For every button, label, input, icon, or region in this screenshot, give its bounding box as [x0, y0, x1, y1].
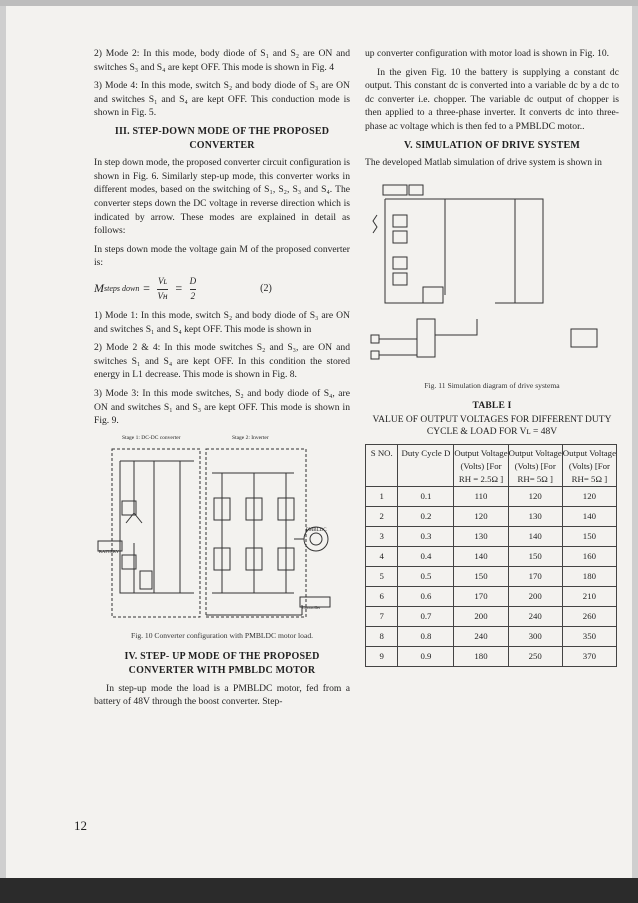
- stage2-label: Stage 2: Inverter: [232, 434, 269, 441]
- formula-equals: =: [174, 281, 183, 296]
- paragraph-step-down-intro: In step down mode, the proposed converter circuit configuration is shown in Fig. 6. Similarly step-up mode, this converter works in different modes, based on the switching of S₁, S₂, S₃ and S₄. The converter steps down the DC voltage in reverse direction which is indicated by arrow. These modes are explained in detail as follows:: [94, 157, 350, 237]
- output-voltage-table: [365, 444, 617, 667]
- table-header-row: [366, 444, 617, 486]
- battery-label: BATTERY: [99, 548, 120, 554]
- table-cell: 2: [366, 506, 398, 526]
- table-cell: 0.3: [398, 526, 454, 546]
- table-cell: 300: [508, 626, 562, 646]
- table-row: [366, 506, 617, 526]
- table-cell: 370: [562, 646, 616, 666]
- paragraph-mode4: 3) Mode 4: In this mode, switch S₂ and body diode of S₃ are ON and switches S₁ and S₄ are kept OFF. This conduction mode is shown in Fig. 5.: [94, 80, 350, 119]
- page-number: 12: [74, 818, 87, 833]
- right-column: [365, 47, 619, 667]
- controller-label: Controller: [302, 604, 321, 610]
- table-row: [366, 606, 617, 626]
- table-cell: 0.6: [398, 586, 454, 606]
- paragraph-step-up-intro: In step-up mode the load is a PMBLDC motor, fed from a battery of 48V through the boost converter. Step-: [94, 682, 350, 708]
- figure-11-simulation-diagram: [365, 175, 619, 375]
- table-cell: 140: [454, 546, 508, 566]
- figure-10-caption: Fig. 10 Converter configuration with PMBLDC motor load.: [130, 630, 314, 640]
- formula-equals: =: [142, 281, 151, 296]
- table-cell: 0.2: [398, 506, 454, 526]
- table-cell: 240: [508, 606, 562, 626]
- table-cell: 250: [508, 646, 562, 666]
- table-cell: 5: [366, 566, 398, 586]
- header-sno: S NO.: [366, 444, 398, 486]
- formula-lhs: M: [94, 281, 104, 296]
- table-cell: 260: [562, 606, 616, 626]
- fraction-denominator: 2: [190, 290, 196, 301]
- formula-subscript: steps down: [104, 284, 140, 294]
- table-cell: 200: [454, 606, 508, 626]
- table-cell: 170: [508, 566, 562, 586]
- table-cell: 0.7: [398, 606, 454, 626]
- table-cell: 6: [366, 586, 398, 606]
- header-output-rh-5b: Output Voltage (Volts) [For RH= 5Ω ]: [562, 444, 616, 486]
- table-cell: 4: [366, 546, 398, 566]
- table-row: [366, 626, 617, 646]
- motor-label: PMBLDC: [306, 527, 327, 533]
- paragraph-mode2-4: 2) Mode 2 & 4: In this mode switches S₂ and S₃, are ON and switches S₁ and S₄ are kept OFF. In this condition the stored energy in L1 decrease. This mode is shown in Fig. 8.: [94, 342, 350, 381]
- table-cell: 350: [562, 626, 616, 646]
- left-column: [94, 47, 350, 714]
- header-output-rh-5a: Output Voltage (Volts) [For RH= 5Ω ]: [508, 444, 562, 486]
- section-heading-step-up: IV. STEP- UP MODE OF THE PROPOSED CONVERTER WITH PMBLDC MOTOR: [124, 651, 320, 677]
- table-cell: 210: [562, 586, 616, 606]
- simulation-diagram-svg: [365, 175, 619, 375]
- table-cell: 120: [508, 486, 562, 506]
- table-cell: 8: [366, 626, 398, 646]
- table-cell: 200: [508, 586, 562, 606]
- table-body: [366, 486, 617, 666]
- table-cell: 120: [454, 506, 508, 526]
- table-row: [366, 646, 617, 666]
- table-cell: 1: [366, 486, 398, 506]
- paragraph-mode1: 1) Mode 1: In this mode, switch S₂ and body diode of S₃ are ON and switches S₁ and S₄ kept OFF. This mode is shown in: [94, 310, 350, 335]
- table-cell: 150: [508, 546, 562, 566]
- section-heading-simulation: V. SIMULATION OF DRIVE SYSTEM: [404, 139, 580, 151]
- equation-number: (2): [260, 283, 272, 295]
- table-cell: 0.8: [398, 626, 454, 646]
- paragraph-voltage-gain: In steps down mode the voltage gain M of the proposed converter is:: [94, 243, 350, 269]
- table-title: TABLE I: [472, 401, 512, 412]
- figure-11-caption: Fig. 11 Simulation diagram of drive systema: [424, 380, 560, 390]
- table-row: [366, 486, 617, 506]
- table-cell: 0.5: [398, 566, 454, 586]
- table-cell: 240: [454, 626, 508, 646]
- figure-10-converter-diagram: [94, 433, 350, 625]
- table-cell: 160: [562, 546, 616, 566]
- table-cell: 150: [454, 566, 508, 586]
- table-caption: VALUE OF OUTPUT VOLTAGES FOR DIFFERENT DUTY CYCLE & LOAD FOR Vʟ = 48V: [372, 414, 612, 437]
- paragraph-mode3: 3) Mode 3: In this mode switches, S₂ and body diode of S₄, are ON and switches S₁ and S₃ are kept OFF. This mode is shown in Fig. 9.: [94, 388, 350, 427]
- table-cell: 150: [562, 526, 616, 546]
- table-row: [366, 526, 617, 546]
- table-row: [366, 566, 617, 586]
- paragraph-mode2: 2) Mode 2: In this mode, body diode of S₁ and S₂ are ON and switches S₃ and S₄ are kept OFF. This mode is shown in Fig. 4: [94, 48, 350, 73]
- table-cell: 140: [508, 526, 562, 546]
- table-cell: 170: [454, 586, 508, 606]
- paragraph-battery-supply: In the given Fig. 10 the battery is supplying a constant dc output. This constant dc is converted into a variable dc by a dc to dc converter i.e. chopper. The variable dc output of chopper is then applied to a three-phase inverter. It converts dc into three-phase ac voltage which is then fed to a PMBLDC motor..: [365, 66, 619, 132]
- header-duty-cycle: Duty Cycle D: [398, 444, 454, 486]
- paragraph-step-up-fig10: up converter configuration with motor load is shown in Fig. 10.: [365, 48, 610, 59]
- fraction-d-2: [190, 275, 197, 303]
- fraction-numerator: Vʟ: [158, 275, 168, 286]
- table-cell: 130: [454, 526, 508, 546]
- equation-2: [94, 275, 350, 303]
- table-row: [366, 586, 617, 606]
- header-output-rh-2-5: Output Voltage (Volts) [For RH = 2.5Ω ]: [454, 444, 508, 486]
- table-row: [366, 546, 617, 566]
- table-cell: 120: [562, 486, 616, 506]
- fraction-denominator: Vʜ: [157, 290, 168, 301]
- table-cell: 180: [454, 646, 508, 666]
- table-cell: 3: [366, 526, 398, 546]
- table-cell: 130: [508, 506, 562, 526]
- paragraph-matlab-simulation: The developed Matlab simulation of drive system is shown in: [365, 157, 602, 169]
- stage1-label: Stage 1: DC-DC converter: [122, 434, 181, 441]
- table-cell: 110: [454, 486, 508, 506]
- scan-edge-bottom: [0, 878, 638, 903]
- table-cell: 140: [562, 506, 616, 526]
- table-cell: 0.9: [398, 646, 454, 666]
- fraction-numerator: D: [189, 275, 197, 286]
- table-cell: 9: [366, 646, 398, 666]
- table-cell: 7: [366, 606, 398, 626]
- table-cell: 0.4: [398, 546, 454, 566]
- table-cell: 0.1: [398, 486, 454, 506]
- table-cell: 180: [562, 566, 616, 586]
- section-heading-step-down: III. STEP-DOWN MODE OF THE PROPOSED CONVERTER: [114, 125, 330, 151]
- fraction-vl-vh: [157, 275, 167, 303]
